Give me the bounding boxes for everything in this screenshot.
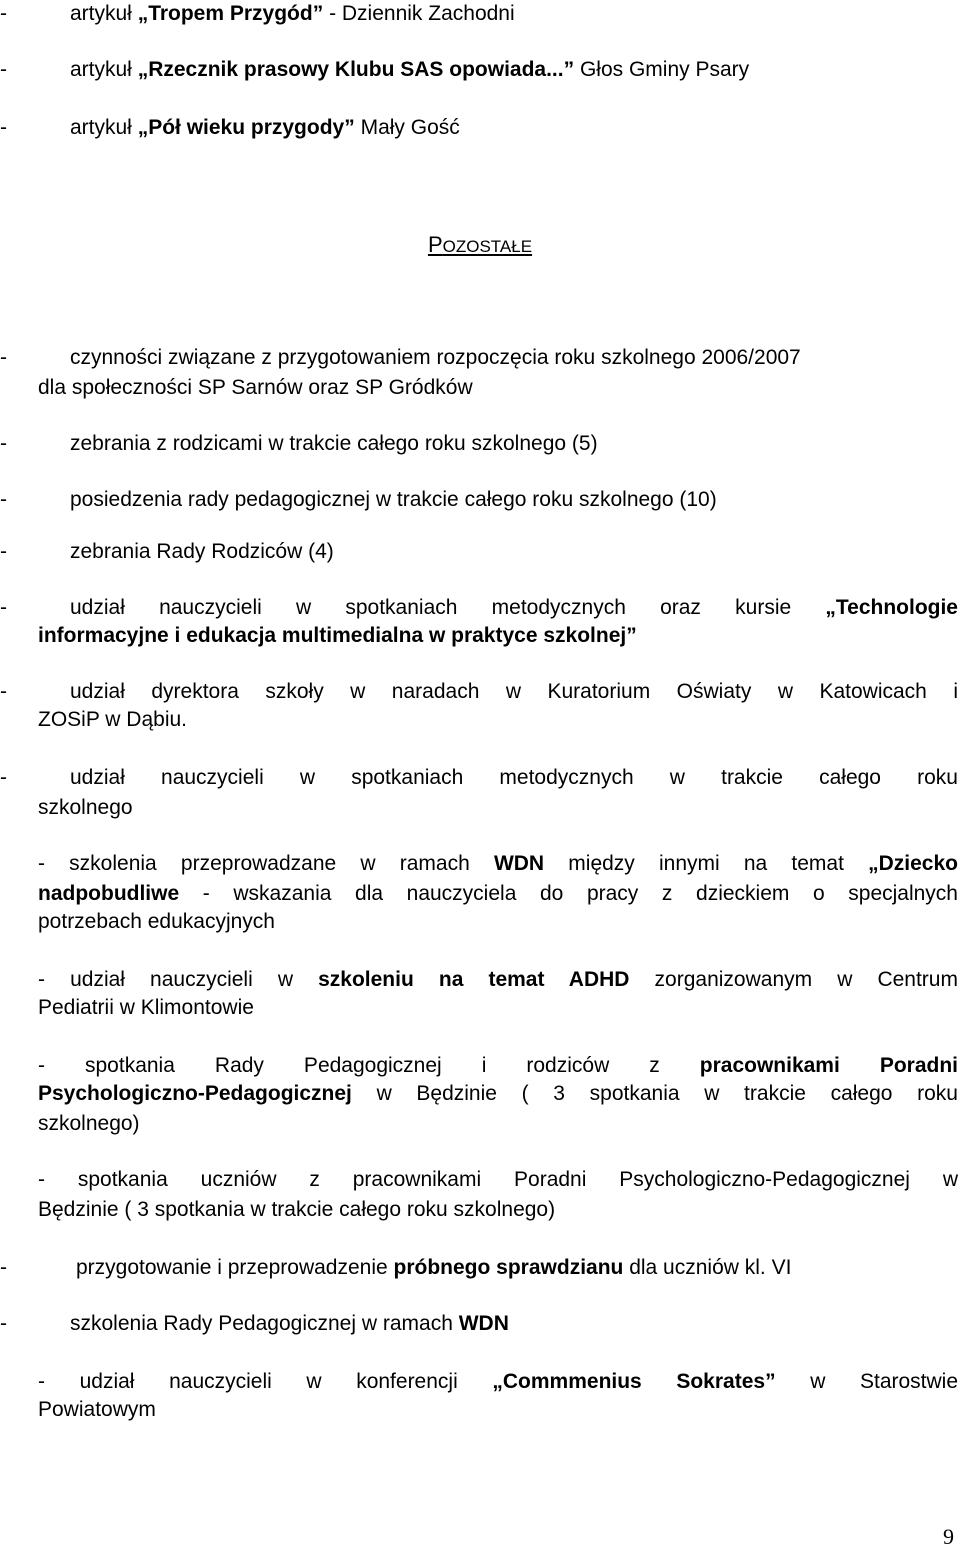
item-bold-text: Psychologiczno-Pedagogicznej	[38, 1082, 352, 1105]
article-title: „Tropem Przygód”	[137, 2, 324, 25]
list-item-continuation: informacyjne i edukacja multimedialna w praktyce szkolnej”	[38, 624, 637, 647]
item-bold-text: pracownikami Poradni	[699, 1054, 958, 1077]
item-bold-text: nadpobudliwe	[38, 882, 180, 905]
heading-rest: OZOSTAŁE	[442, 237, 533, 256]
bullet-dash: -	[0, 2, 7, 25]
list-item-continuation: Pediatrii w Klimontowie	[38, 996, 254, 1019]
item-bold-text: szkoleniu na temat ADHD	[318, 968, 630, 991]
page-number: 9	[943, 1524, 954, 1549]
item-text: w Starostwie	[775, 1370, 959, 1393]
item-text: w Będzinie ( 3 spotkania w trakcie całego roku	[351, 1082, 958, 1105]
item-bold-text: WDN	[493, 852, 545, 875]
bullet-dash: -	[0, 432, 7, 455]
bullet-dash: -	[0, 346, 7, 369]
item-bold-text: „Technologie	[825, 596, 958, 619]
list-item: - spotkania uczniów z pracownikami Poradni Psychologiczno-Pedagogicznej w	[38, 1168, 958, 1191]
list-item-continuation: dla społeczności SP Sarnów oraz SP Gródków	[38, 376, 473, 399]
item-bold-text: WDN	[458, 1312, 509, 1335]
list-item: posiedzenia rady pedagogicznej w trakcie całego roku szkolnego (10)	[70, 488, 717, 511]
item-bold-text: próbnego sprawdzianu	[393, 1256, 624, 1279]
bullet-dash: -	[0, 488, 7, 511]
list-item: udział nauczycieli w spotkaniach metodycznych w trakcie całego roku	[70, 766, 958, 789]
list-item: czynności związane z przygotowaniem rozpoczęcia roku szkolnego 2006/2007	[70, 346, 801, 369]
item-text: udział nauczycieli w spotkaniach metodycznych oraz kursie	[70, 596, 826, 619]
item-bold-text: „Commmenius Sokrates”	[492, 1370, 776, 1393]
bullet-dash: -	[0, 596, 7, 619]
bullet-dash: -	[0, 1256, 7, 1279]
list-item	[70, 1312, 509, 1336]
heading-initial: P	[427, 232, 443, 257]
article-prefix: artykuł	[70, 58, 138, 81]
section-heading	[0, 232, 960, 260]
list-item	[76, 1256, 791, 1280]
list-item-continuation: ZOSiP w Dąbiu.	[38, 708, 187, 731]
item-text: - udział nauczycieli w konferencji	[38, 1370, 493, 1393]
bullet-dash: -	[0, 58, 7, 81]
list-item	[38, 1054, 958, 1078]
article-title: „Pół wieku przygody”	[137, 116, 355, 139]
list-item	[70, 596, 958, 620]
item-text: - spotkania Rady Pedagogicznej i rodziców z	[38, 1054, 700, 1077]
bullet-dash: -	[0, 680, 7, 703]
article-prefix: artykuł	[70, 116, 138, 139]
list-item-continuation: Będzinie ( 3 spotkania w trakcie całego roku szkolnego)	[38, 1198, 556, 1221]
bullet-dash: -	[0, 116, 7, 139]
item-text: szkolenia Rady Pedagogicznej w ramach	[70, 1312, 459, 1335]
item-text: dla uczniów kl. VI	[623, 1256, 792, 1279]
list-item: zebrania Rady Rodziców (4)	[70, 540, 334, 563]
list-item: udział dyrektora szkoły w naradach w Kuratorium Oświaty w Katowicach i	[70, 680, 958, 703]
list-item	[38, 852, 958, 876]
article-title: „Rzecznik prasowy Klubu SAS opowiada...”	[137, 58, 575, 81]
article-prefix: artykuł	[70, 2, 138, 25]
item-text: - szkolenia przeprowadzane w ramach	[38, 852, 494, 875]
article-source: - Dziennik Zachodni	[329, 2, 515, 25]
list-item-continuation	[38, 882, 958, 906]
list-item	[38, 1370, 958, 1394]
item-text: zorganizowanym w Centrum	[629, 968, 958, 991]
item-text: między innymi na temat	[544, 852, 869, 875]
item-text: przygotowanie i przeprowadzenie	[76, 1256, 394, 1279]
list-item-continuation: szkolnego	[38, 796, 133, 819]
article-source: Głos Gminy Psary	[579, 58, 750, 81]
bullet-dash: -	[0, 766, 7, 789]
list-item	[38, 968, 958, 992]
list-item: zebrania z rodzicami w trakcie całego roku szkolnego (5)	[70, 432, 598, 455]
list-item-continuation: Powiatowym	[38, 1398, 156, 1421]
item-text: - udział nauczycieli w	[38, 968, 319, 991]
bullet-dash: -	[0, 540, 7, 563]
item-bold-text: „Dziecko	[868, 852, 958, 875]
item-text: - wskazania dla nauczyciela do pracy z dzieckiem o specjalnych	[179, 882, 958, 905]
list-item-continuation	[38, 1082, 958, 1106]
bullet-dash: -	[0, 1312, 7, 1335]
article-source: Mały Gość	[360, 116, 460, 139]
list-item-continuation: szkolnego)	[38, 1112, 140, 1135]
list-item-continuation: potrzebach edukacyjnych	[38, 910, 275, 933]
